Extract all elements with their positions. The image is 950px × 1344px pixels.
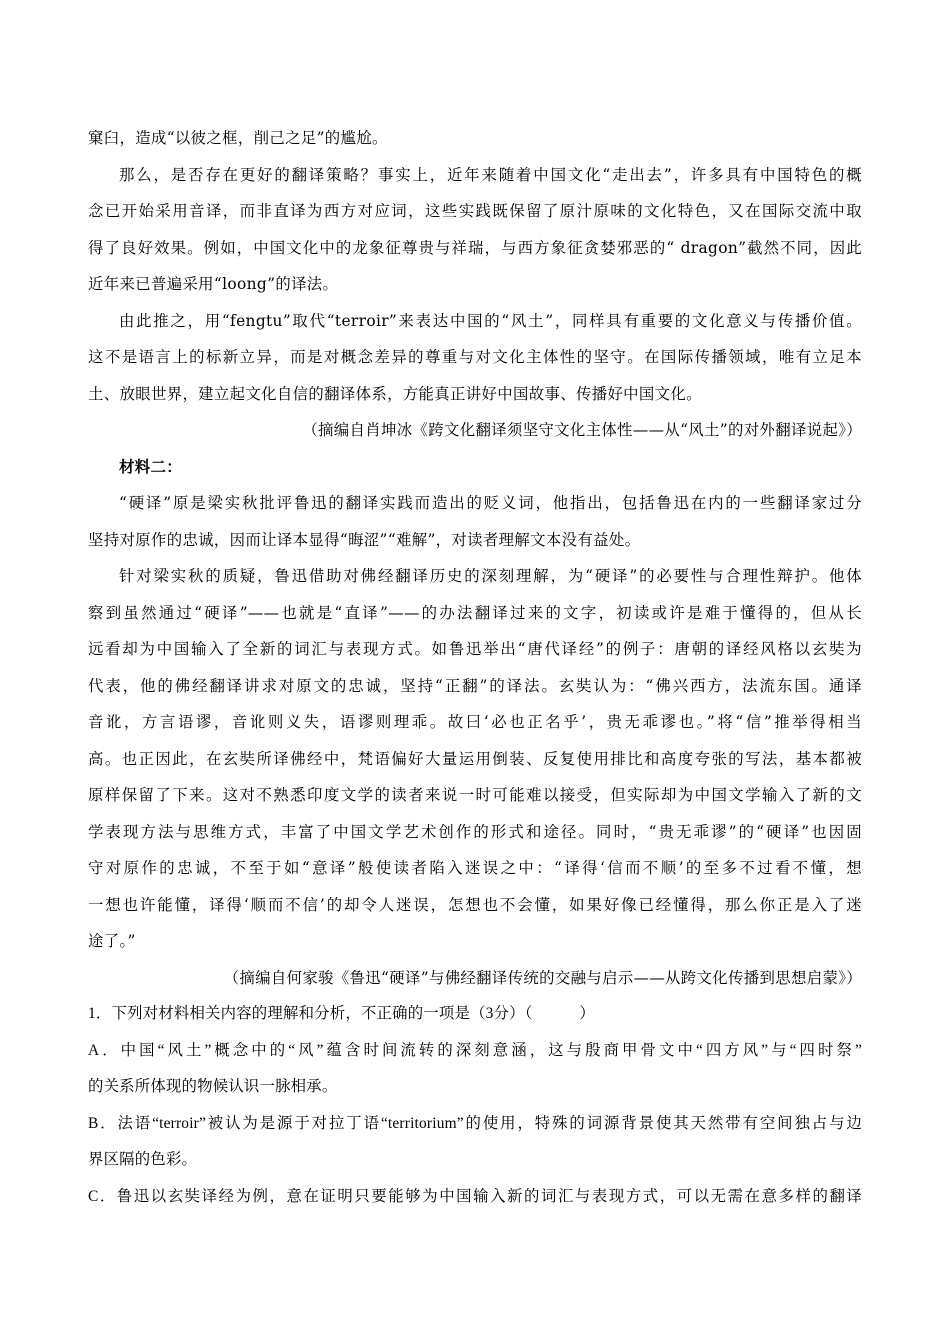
paragraph-line: 那么，是否存在更好的翻译策略？事实上，近年来随着中国文化“走出去”，许多具有中国特色的概 xyxy=(119,165,862,184)
answer-option-b-cont: 界区隔的色彩。 xyxy=(88,1151,198,1168)
paragraph-line: 土、放眼世界，建立起文化自信的翻译体系，方能真正讲好中国故事、传播好中国文化。 xyxy=(88,384,702,403)
answer-option-a: A．中国“风土”概念中的“风”蕴含时间流转的深刻意涵，这与殷商甲骨文中“四方风”与“四时祭” xyxy=(88,1041,862,1059)
paragraph-line: 这不是语言上的标新立异，而是对概念差异的尊重与对文化主体性的坚守。在国际传播领域，唯有立足本 xyxy=(88,348,862,366)
paragraph-line: 守对原作的忠诚，不至于如“意译”般使读者陷入迷误之中：“译得‘信而不顺’的至多不过看不懂，想 xyxy=(88,859,862,877)
paragraph-line: 窠臼，造成“以彼之框，削己之足”的尴尬。 xyxy=(88,129,388,147)
paragraph-line: 针对梁实秋的质疑，鲁迅借助对佛经翻译历史的深刻理解，为“硬译”的必要性与合理性辩护。他体 xyxy=(119,567,862,585)
answer-option-b: B．法语“terroir”被认为是源于对拉丁语“territorium”的使用，特殊的词源背景使其天然带有空间独占与边 xyxy=(88,1114,862,1132)
paragraph-line: 由此推之，用“fengtu”取代“terroir”来表达中国的“风土”，同样具有重要的文化意义与传播价值。 xyxy=(119,311,862,330)
answer-option-a-cont: 的关系所体现的物候认识一脉相承。 xyxy=(88,1078,338,1095)
paragraph-line: 音讹，方言语谬，音讹则义失，语谬则理乖。故曰‘必也正名乎’，贵无乖谬也。”将“信”推举得相当 xyxy=(88,713,862,731)
paragraph-line: 得了良好效果。例如，中国文化中的龙象征尊贵与祥瑞，与西方象征贪婪邪恶的“ dragon”截然不同，因此 xyxy=(88,238,862,257)
paragraph-line: “硬译”原是梁实秋批评鲁迅的翻译实践而造出的贬义词，他指出，包括鲁迅在内的一些翻译家过分 xyxy=(119,494,862,512)
paragraph-line: 代表，他的佛经翻译讲求对原文的忠诚，坚持“正翻”的译法。玄奘认为：“佛兴西方，法流东国。通译 xyxy=(88,676,862,695)
paragraph-line: 念已开始采用音译，而非直译为西方对应词，这些实践既保留了原汁原味的文化特色，又在国际交流中取 xyxy=(88,202,862,220)
question-stem: 1．下列对材料相关内容的理解和分析，不正确的一项是（3分）（ ） xyxy=(88,1005,595,1022)
source-citation: （摘编自肖坤冰《跨文化翻译须坚守文化主体性——从“风土”的对外翻译说起》） xyxy=(302,421,862,439)
paragraph-line: 近年来已普遍采用“loong”的译法。 xyxy=(88,275,339,293)
answer-option-c: C．鲁迅以玄奘译经为例，意在证明只要能够为中国输入新的词汇与表现方式，可以无需在意多样的翻译 xyxy=(88,1187,862,1205)
paragraph-line: 察到虽然通过“硬译”——也就是“直译”——的办法翻译过来的文字，初读或许是难于懂得的，但从长 xyxy=(88,603,862,622)
paragraph-line: 途了。” xyxy=(88,932,136,950)
paragraph-line: 远看却为中国输入了全新的词汇与表现方式。如鲁迅举出“唐代译经”的例子：唐朝的译经风格以玄奘为 xyxy=(88,640,862,658)
paragraph-line: 原样保留了下来。这对不熟悉印度文学的读者来说一时可能难以接受，但实际却为中国文学输入了新的文 xyxy=(88,786,862,804)
section-heading: 材料二： xyxy=(119,457,182,476)
paragraph-line: 一想也许能懂，译得‘顺而不信’的却令人迷误，怎想也不会懂，如果好像已经懂得，那么你正是入了迷 xyxy=(88,895,862,914)
document-page xyxy=(88,120,862,1215)
source-citation: （摘编自何家骏《鲁迅“硬译”与佛经翻译传统的交融与启示——从跨文化传播到思想启蒙》） xyxy=(223,968,862,987)
paragraph-line: 坚持对原作的忠诚，因而让译本显得“晦涩”“难解”，对读者理解文本没有益处。 xyxy=(88,530,641,549)
paragraph-line: 学表现方法与思维方式，丰富了中国文学艺术创作的形式和途径。同时，“贵无乖谬”的“硬译”也因固 xyxy=(88,822,862,841)
paragraph-line: 高。也正因此，在玄奘所译佛经中，梵语偏好大量运用倒装、反复使用排比和高度夸张的写法，基本都被 xyxy=(88,749,862,768)
